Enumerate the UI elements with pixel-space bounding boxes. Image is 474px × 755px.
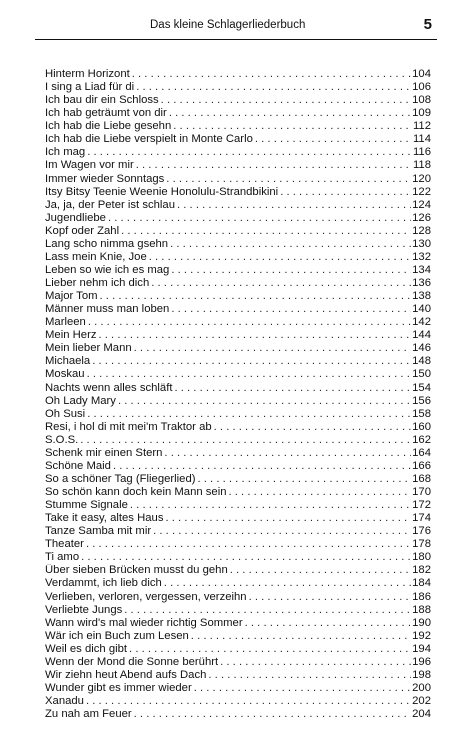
toc-entry [45, 708, 431, 721]
toc-entry [45, 146, 431, 159]
toc-entry-title: Verlieben, verloren, vergessen, verzeihn [45, 590, 247, 603]
toc-entry [45, 303, 431, 316]
dot-leader [278, 186, 411, 199]
toc-entry-title: Wenn der Mond die Sonne berührt [45, 655, 219, 668]
dot-leader [218, 656, 411, 669]
toc-entry-page: 164 [412, 446, 431, 459]
dot-leader [151, 525, 411, 538]
toc-entry [45, 434, 431, 447]
toc-entry-page: 118 [412, 159, 431, 172]
toc-entry-title: Moskau [45, 368, 85, 381]
dot-leader [84, 538, 411, 551]
toc-entry-page: 198 [412, 668, 431, 681]
dot-leader [86, 316, 411, 329]
table-of-contents [45, 68, 431, 721]
book-title: Das kleine Schlagerliederbuch [150, 19, 306, 31]
toc-entry-title: Lieber nehm ich dich [45, 277, 150, 289]
toc-entry [45, 643, 431, 656]
toc-entry-title: Ich hab geträumt von dir [45, 107, 167, 120]
toc-entry-title: Take it easy, altes Haus [45, 512, 164, 525]
toc-entry-title: Weil es dich gibt [45, 642, 128, 655]
toc-entry-title: Ich mag [45, 146, 86, 159]
toc-entry [45, 656, 431, 669]
toc-entry-title: Verdammt, ich lieb dich [45, 577, 162, 590]
dot-leader [132, 342, 411, 355]
toc-entry-page: 176 [412, 525, 431, 538]
toc-entry [45, 329, 431, 342]
toc-entry-title: Marleen [45, 316, 86, 329]
toc-entry [45, 94, 431, 107]
dot-leader [85, 146, 412, 159]
dot-leader [111, 460, 411, 473]
toc-entry [45, 512, 431, 525]
toc-entry-title: Stumme Signale [45, 499, 128, 512]
toc-entry-page: 172 [412, 499, 431, 512]
toc-entry [45, 408, 431, 421]
toc-entry-title: Mein Herz [45, 329, 97, 342]
toc-entry-page: 136 [412, 277, 431, 289]
toc-entry [45, 68, 431, 81]
toc-entry-title: Ich bau dir ein Schloss [45, 94, 159, 107]
toc-entry [45, 290, 431, 303]
page-header [35, 18, 435, 40]
toc-entry-title: Verliebte Jungs [45, 603, 123, 616]
toc-entry-page: 142 [412, 316, 431, 329]
toc-entry-title: Nachts wenn alles schläft [45, 381, 173, 394]
toc-entry [45, 551, 431, 564]
toc-entry-page: 174 [412, 512, 431, 525]
toc-entry [45, 382, 431, 395]
toc-entry-title: Ich hab die Liebe verspielt in Monte Carlo [45, 133, 253, 146]
toc-entry-title: Wir ziehn heut Abend aufs Dach [45, 668, 207, 681]
dot-leader [196, 473, 412, 486]
toc-entry [45, 604, 431, 617]
toc-entry-title: Wunder gibt es immer wieder [45, 681, 192, 694]
dot-leader [171, 120, 412, 133]
toc-entry-page: 122 [412, 185, 431, 198]
toc-entry-page: 144 [412, 329, 431, 342]
toc-entry-page: 120 [412, 172, 431, 185]
toc-entry [45, 277, 431, 290]
toc-entry-page: 128 [412, 224, 431, 237]
toc-entry [45, 591, 431, 604]
dot-leader [98, 290, 412, 303]
dot-leader [159, 94, 411, 107]
toc-entry-page: 146 [412, 342, 431, 355]
dot-leader [162, 577, 411, 590]
toc-entry-title: Oh Lady Mary [45, 394, 116, 407]
dot-leader [84, 695, 411, 708]
toc-entry-title: Ti amo [45, 551, 80, 564]
toc-entry-title: Leben so wie ich es mag [45, 263, 170, 276]
dot-leader [78, 434, 411, 447]
toc-entry [45, 81, 431, 94]
toc-entry [45, 107, 431, 120]
header-rule [35, 39, 437, 40]
toc-entry [45, 199, 431, 212]
toc-entry-title: Tanze Samba mit mir [45, 525, 152, 538]
toc-entry-title: I sing a Liad für di [45, 81, 135, 94]
toc-entry-title: Itsy Bitsy Teenie Weenie Honolulu-Strandbikini [45, 185, 279, 198]
toc-entry-title: Schöne Maid [45, 459, 111, 472]
dot-leader [134, 159, 412, 172]
toc-entry-page: 194 [412, 642, 431, 655]
toc-entry [45, 316, 431, 329]
toc-entry-page: 116 [412, 146, 431, 159]
toc-entry [45, 525, 431, 538]
dot-leader [247, 591, 412, 604]
dot-leader [192, 682, 411, 695]
toc-entry-page: 106 [412, 81, 431, 94]
toc-entry [45, 617, 431, 630]
toc-entry-page: 178 [412, 538, 431, 551]
toc-entry-page: 140 [412, 303, 431, 316]
dot-leader [167, 107, 411, 120]
toc-entry-title: Wann wird's mal wieder richtig Sommer [45, 616, 243, 629]
toc-entry-title: Hinterm Horizont [45, 68, 130, 80]
dot-leader [227, 486, 412, 499]
dot-leader [90, 355, 411, 368]
toc-entry [45, 577, 431, 590]
toc-entry-title: Über sieben Brücken musst du gehn [45, 564, 228, 577]
toc-entry [45, 133, 431, 146]
toc-entry-title: Xanadu [45, 695, 84, 707]
toc-entry [45, 447, 431, 460]
dot-leader [169, 303, 411, 316]
dot-leader [163, 512, 411, 525]
toc-entry-page: 112 [412, 120, 431, 133]
toc-entry [45, 342, 431, 355]
dot-leader [119, 225, 411, 238]
toc-entry-page: 132 [412, 250, 431, 263]
dot-leader [189, 630, 411, 643]
toc-entry-title: Kopf oder Zahl [45, 224, 120, 237]
toc-entry [45, 212, 431, 225]
toc-entry [45, 251, 431, 264]
page-number: 5 [423, 16, 432, 33]
toc-entry-page: 196 [412, 655, 431, 668]
toc-entry-page: 190 [412, 616, 431, 629]
dot-leader [96, 329, 411, 342]
dot-leader [149, 277, 411, 290]
toc-entry-page: 188 [412, 603, 431, 616]
toc-entry [45, 120, 431, 133]
toc-entry [45, 695, 431, 708]
dot-leader [206, 669, 411, 682]
toc-entry-title: S.O.S. [45, 433, 79, 446]
toc-entry-title: Resi, i hol di mit mei'm Traktor ab [45, 420, 212, 433]
toc-entry [45, 564, 431, 577]
toc-entry-page: 204 [412, 708, 431, 721]
toc-entry [45, 421, 431, 434]
toc-entry [45, 368, 431, 381]
toc-entry [45, 473, 431, 486]
toc-entry-title: Ja, ja, der Peter ist schlau [45, 198, 175, 211]
toc-entry-page: 114 [412, 133, 431, 146]
dot-leader [85, 408, 411, 421]
toc-entry-page: 170 [412, 486, 431, 498]
dot-leader [85, 368, 412, 381]
toc-entry-page: 202 [412, 695, 431, 707]
toc-entry [45, 395, 431, 408]
toc-entry-title: Im Wagen vor mir [45, 159, 134, 172]
dot-leader [212, 421, 412, 434]
toc-entry-page: 182 [412, 564, 431, 577]
toc-entry-page: 130 [412, 237, 431, 250]
toc-entry-page: 156 [412, 394, 431, 407]
toc-entry-page: 168 [412, 472, 431, 485]
toc-entry-page: 180 [412, 551, 431, 564]
toc-entry-page: 162 [412, 433, 431, 446]
toc-entry-page: 158 [412, 407, 431, 420]
dot-leader [128, 499, 411, 512]
toc-entry-title: Mein lieber Mann [45, 342, 132, 355]
toc-entry [45, 225, 431, 238]
dot-leader [134, 81, 411, 94]
toc-entry-page: 126 [412, 211, 431, 224]
toc-entry-page: 186 [412, 590, 431, 603]
toc-entry-title: Oh Susi [45, 407, 86, 420]
toc-entry-page: 124 [412, 198, 431, 211]
dot-leader [243, 617, 412, 630]
toc-entry [45, 159, 431, 172]
toc-entry-page: 104 [412, 68, 431, 80]
toc-entry-title: Zu nah am Feuer [45, 708, 132, 721]
toc-entry-title: Michaela [45, 355, 91, 368]
toc-entry-title: Männer muss man loben [45, 303, 170, 316]
toc-entry-title: Schenk mir einen Stern [45, 446, 163, 459]
dot-leader [127, 643, 411, 656]
toc-entry-page: 138 [412, 290, 431, 303]
toc-entry [45, 630, 431, 643]
toc-entry-page: 192 [412, 629, 431, 642]
toc-entry-page: 150 [412, 368, 431, 381]
dot-leader [169, 264, 411, 277]
toc-entry-page: 154 [412, 381, 431, 394]
toc-entry [45, 538, 431, 551]
dot-leader [79, 551, 411, 564]
toc-entry-page: 109 [412, 107, 431, 120]
toc-entry-page: 134 [412, 263, 431, 276]
toc-entry-title: Jugendliebe [45, 211, 106, 224]
dot-leader [122, 604, 411, 617]
dot-leader [164, 173, 411, 186]
toc-entry-title: Lang scho nimma gsehn [45, 237, 169, 250]
toc-entry [45, 669, 431, 682]
dot-leader [106, 212, 411, 225]
toc-entry [45, 682, 431, 695]
toc-entry-title: So a schöner Tag (Fliegerlied) [45, 472, 196, 485]
toc-entry [45, 186, 431, 199]
toc-entry-title: Major Tom [45, 290, 98, 303]
toc-entry-title: Theater [45, 538, 84, 551]
dot-leader [116, 395, 411, 408]
toc-entry [45, 486, 431, 499]
dot-leader [253, 133, 412, 146]
dot-leader [130, 68, 411, 81]
toc-entry-page: 184 [412, 577, 431, 590]
toc-entry-page: 166 [412, 459, 431, 472]
toc-entry-title: So schön kann doch kein Mann sein [45, 486, 227, 498]
toc-entry [45, 264, 431, 277]
toc-entry [45, 355, 431, 368]
dot-leader [162, 447, 411, 460]
dot-leader [147, 251, 411, 264]
toc-entry-title: Immer wieder Sonntags [45, 172, 165, 185]
toc-entry [45, 238, 431, 251]
toc-entry [45, 173, 431, 186]
toc-entry-page: 160 [412, 420, 431, 433]
toc-entry-title: Lass mein Knie, Joe [45, 250, 147, 263]
toc-entry-title: Ich hab die Liebe gesehn [45, 120, 172, 133]
dot-leader [132, 708, 411, 721]
dot-leader [168, 238, 411, 251]
dot-leader [228, 564, 411, 577]
dot-leader [175, 199, 411, 212]
toc-entry [45, 460, 431, 473]
toc-entry [45, 499, 431, 512]
toc-entry-page: 148 [412, 355, 431, 368]
toc-entry-page: 200 [412, 681, 431, 694]
dot-leader [172, 382, 411, 395]
toc-entry-title: Wär ich ein Buch zum Lesen [45, 629, 189, 642]
toc-entry-page: 108 [412, 94, 431, 107]
